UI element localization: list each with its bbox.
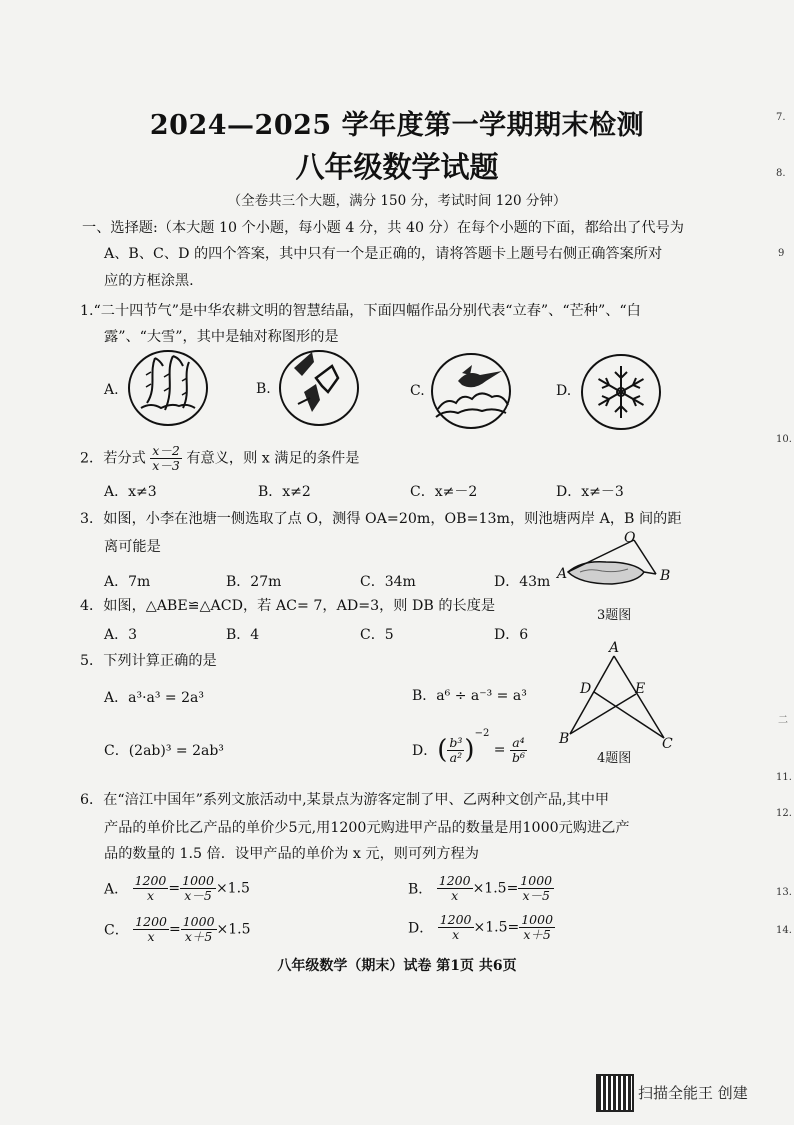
q4-label-a: A bbox=[609, 640, 620, 656]
q1-option-a-label: A. bbox=[104, 382, 119, 398]
q6-b-d2: x－5 bbox=[522, 888, 550, 903]
section1-line2: A、B、C、D 的四个答案，其中只有一个是正确的，请将答题卡上题号右侧正确答案所对 bbox=[104, 246, 663, 262]
q6-b-d1: x bbox=[451, 888, 459, 903]
q3-option-c: C．34m bbox=[360, 574, 416, 590]
q2-option-d: D．x≠－3 bbox=[556, 484, 624, 500]
q5-option-d-label: D． bbox=[412, 743, 438, 759]
q1-option-b-label: B. bbox=[256, 381, 271, 397]
q4-option-a: A．3 bbox=[104, 627, 138, 643]
section1-line3: 应的方框涂黑. bbox=[104, 273, 194, 289]
scanner-watermark: 扫描全能王 创建 bbox=[638, 1084, 748, 1102]
margin-number-9: 9 bbox=[778, 248, 785, 259]
q6-d-label: D． bbox=[408, 920, 434, 937]
q6-a-d1: x bbox=[146, 888, 155, 903]
bird-cloud-picture bbox=[428, 351, 514, 431]
q6-a-tail: ×1.5 bbox=[215, 880, 250, 897]
q6-d-n2: 1000 bbox=[521, 912, 554, 927]
q5-option-b: B．a⁶ ÷ a⁻³ = a³ bbox=[412, 688, 527, 704]
q6-b-n2: 1000 bbox=[520, 873, 553, 888]
q2-fraction bbox=[150, 444, 182, 473]
q5-d-inner-numerator: b³ bbox=[449, 734, 463, 750]
q4-option-b: B．4 bbox=[226, 627, 260, 643]
q6-a-frac1 bbox=[133, 874, 169, 903]
q6-a-d2: x－5 bbox=[184, 888, 212, 903]
q5-option-a: A．a³·a³ = 2a³ bbox=[104, 690, 204, 706]
q3-option-b: B．27m bbox=[226, 574, 282, 590]
q6-option-c bbox=[104, 915, 251, 944]
q6-c-n2: 1000 bbox=[182, 914, 215, 929]
q5-line1: 5．下列计算正确的是 bbox=[80, 653, 217, 669]
q2-fraction-numerator: x－2 bbox=[152, 443, 180, 458]
margin-number-8: 8. bbox=[776, 168, 786, 179]
q4-figure-caption: 4题图 bbox=[597, 751, 632, 766]
q6-d-frac2 bbox=[519, 913, 555, 942]
q6-a-n2: 1000 bbox=[182, 873, 214, 888]
q5-option-d: D．( $\frac{\text{b³}}{\text{a²}}$ )$^{-2}$ = $\frac{\text{a⁴}}{\text{b⁶}}$ bbox=[412, 728, 525, 765]
q6-d-frac1 bbox=[438, 913, 474, 942]
q6-c-frac1 bbox=[133, 915, 169, 944]
section1-line1: 一、选择题:（本大题 10 个小题，每小题 4 分，共 40 分）在每个小题的下面，都给出了代号为 bbox=[82, 220, 684, 236]
q4-label-c: C bbox=[662, 736, 673, 752]
q6-b-tail: ×1.5 bbox=[472, 880, 507, 897]
q3-label-b: B bbox=[660, 568, 671, 584]
q1-line2: 露”、“大雪”，其中是轴对称图形的是 bbox=[104, 329, 339, 345]
willow-picture bbox=[125, 348, 211, 428]
q6-b-label: B． bbox=[408, 881, 433, 898]
margin-number-7: 7. bbox=[776, 112, 786, 123]
q1-option-c-label: C. bbox=[410, 383, 425, 399]
q6-d-eq: = bbox=[507, 919, 520, 936]
page-footer: 八年级数学（期末）试卷 第1页 共6页 bbox=[277, 958, 517, 974]
q6-line3: 品的数量的 1.5 倍．设甲产品的单价为 x 元，则可列方程为 bbox=[104, 846, 479, 862]
margin-section-2: 二 bbox=[778, 715, 788, 726]
q3-figure bbox=[552, 528, 682, 596]
q6-line1: 6．在“涪江中国年”系列文旅活动中,某景点为游客定制了甲、乙两种文创产品,其中甲 bbox=[80, 792, 610, 808]
q6-c-d2: x＋5 bbox=[184, 929, 213, 944]
q2-option-c: C．x≠－2 bbox=[410, 484, 478, 500]
margin-number-13: 13. bbox=[776, 887, 792, 898]
q6-b-eq: = bbox=[506, 880, 519, 897]
q6-b-n1: 1200 bbox=[438, 873, 471, 888]
q2-stem bbox=[80, 444, 359, 473]
q6-option-d bbox=[408, 913, 555, 942]
q4-line1: 4．如图，△ABE≌△ACD，若 AC= 7，AD=3，则 DB 的长度是 bbox=[80, 598, 496, 614]
q4-option-d: D．6 bbox=[494, 627, 529, 643]
exam-title: 2024—2025 学年度第一学期期末检测 bbox=[149, 110, 645, 141]
q6-a-eq: = bbox=[168, 880, 181, 897]
grain-picture bbox=[276, 348, 362, 428]
q6-c-frac2 bbox=[181, 915, 217, 944]
q6-c-d1: x bbox=[147, 929, 155, 944]
q6-option-b bbox=[408, 874, 554, 903]
q4-label-e: E bbox=[635, 681, 646, 697]
q4-label-b: B bbox=[559, 731, 570, 747]
q3-option-d: D．43m bbox=[494, 574, 551, 590]
q3-label-a: A bbox=[557, 566, 568, 582]
q5-d-exponent: −2 bbox=[474, 728, 490, 739]
margin-number-11: 11. bbox=[776, 772, 792, 783]
margin-number-14: 14. bbox=[776, 925, 792, 936]
q6-a-frac2 bbox=[180, 874, 216, 903]
q6-option-a bbox=[104, 874, 250, 903]
exam-subject-title: 八年级数学试题 bbox=[295, 150, 499, 184]
q3-line2: 离可能是 bbox=[104, 539, 161, 555]
q5-option-d-inner-fraction bbox=[447, 736, 464, 765]
q2-option-b: B．x≠2 bbox=[258, 484, 311, 500]
q6-a-label: A． bbox=[104, 881, 129, 898]
q6-c-tail: ×1.5 bbox=[216, 921, 251, 938]
q5-d-rhs-denominator: b⁶ bbox=[511, 749, 525, 765]
q6-a-n1: 1200 bbox=[134, 873, 167, 888]
q5-option-c: C．(2ab)³ = 2ab³ bbox=[104, 743, 224, 759]
q6-d-d1: x bbox=[452, 927, 460, 942]
q4-figure bbox=[560, 650, 680, 745]
q6-d-tail: ×1.5 bbox=[473, 919, 508, 936]
q6-c-n1: 1200 bbox=[135, 914, 167, 929]
q1-line1: 1.“二十四节气”是中华农耕文明的智慧结晶，下面四幅作品分别代表“立春”、“芒种”、“白 bbox=[80, 303, 641, 319]
q2-option-a: A．x≠3 bbox=[104, 484, 157, 500]
q5-d-rhs-numerator: a⁴ bbox=[510, 736, 527, 751]
q4-label-d: D bbox=[580, 681, 592, 697]
snowflake-picture bbox=[578, 352, 664, 432]
q6-b-frac1 bbox=[437, 874, 473, 903]
q6-d-d2: x＋5 bbox=[523, 927, 551, 942]
q5-option-d-rhs-fraction bbox=[510, 736, 527, 765]
q2-prefix: 2．若分式 bbox=[80, 450, 146, 467]
q3-figure-caption: 3题图 bbox=[597, 608, 632, 623]
q5-d-inner-denominator: a² bbox=[449, 749, 463, 765]
q6-c-eq: = bbox=[168, 921, 181, 938]
q2-suffix: 有意义，则 x 满足的条件是 bbox=[186, 450, 360, 467]
q6-b-frac2 bbox=[518, 874, 554, 903]
q3-line1: 3．如图，小李在池塘一侧选取了点 O，测得 OA=20m，OB=13m，则池塘两岸 A，B 间的距 bbox=[80, 511, 682, 527]
q2-fraction-denominator: x－3 bbox=[152, 458, 180, 473]
q4-option-c: C．5 bbox=[360, 627, 394, 643]
exam-info: （全卷共三个大题，满分 150 分，考试时间 120 分钟） bbox=[227, 193, 567, 209]
q6-d-n1: 1200 bbox=[439, 912, 472, 927]
margin-number-12: 12. bbox=[776, 808, 792, 819]
qr-code-icon bbox=[596, 1074, 634, 1112]
q6-c-label: C． bbox=[104, 922, 129, 939]
q1-option-d-label: D. bbox=[556, 383, 572, 399]
q6-line2: 产品的单价比乙产品的单价少5元,用1200元购进甲产品的数量是用1000元购进乙产 bbox=[104, 820, 630, 836]
q3-label-o: O bbox=[624, 530, 636, 546]
q3-option-a: A．7m bbox=[104, 574, 151, 590]
margin-number-10: 10. bbox=[776, 434, 792, 445]
